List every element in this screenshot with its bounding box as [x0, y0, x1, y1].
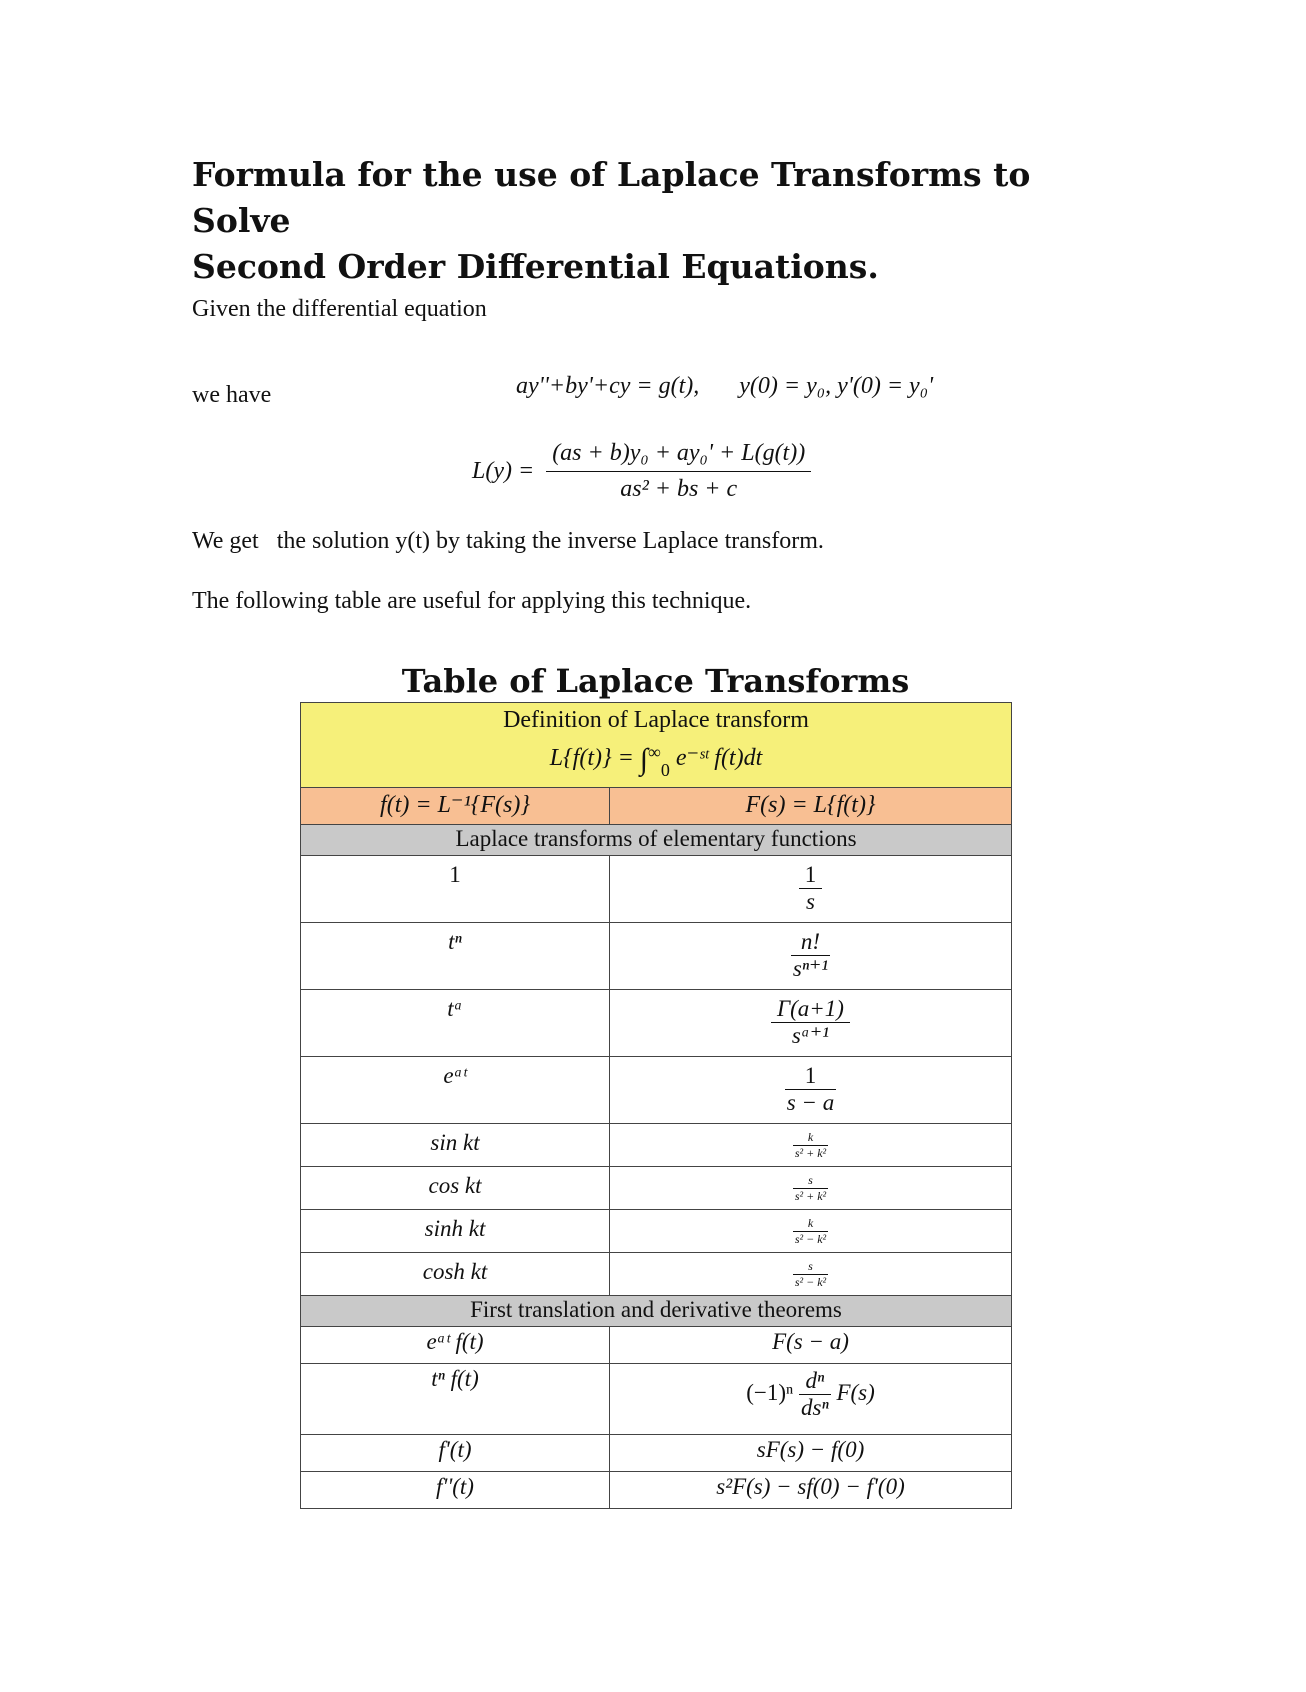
- F-cell: [610, 1472, 1012, 1509]
- transform-numerator: s: [793, 1173, 828, 1189]
- transform-fraction: [793, 1173, 828, 1204]
- transform-fraction: [799, 862, 823, 915]
- table-row: [301, 1124, 1012, 1167]
- integral-sign: $\int^\infty_0$: [639, 742, 670, 780]
- table-row: [301, 923, 1012, 990]
- section-header-elementary: [301, 825, 1012, 856]
- column-header-right: F(s) = L{f(t)}: [610, 788, 1012, 825]
- f-cell: [301, 1210, 610, 1253]
- title-line-1: Formula for the use of Laplace Transforms to Solve: [192, 155, 1031, 240]
- f-value: f'(t): [438, 1437, 472, 1462]
- intro-text: Given the differential equation: [192, 296, 487, 322]
- F-cell: [610, 1057, 1012, 1124]
- definition-rhs: e⁻ˢᵗ f(t)dt: [675, 745, 763, 771]
- table-row: [301, 1210, 1012, 1253]
- f-cell: [301, 856, 610, 923]
- f-cell: [301, 990, 610, 1057]
- f-value: sinh kt: [424, 1216, 486, 1241]
- F-cell: [610, 1167, 1012, 1210]
- f-cell: [301, 1472, 610, 1509]
- transform-denominator: s² − k²: [794, 1232, 827, 1246]
- column-header-left: f(t) = L⁻¹{F(s)}: [301, 788, 610, 825]
- table-title: Table of Laplace Transforms: [401, 662, 910, 700]
- differential-equation: [492, 346, 933, 427]
- f-cell: [301, 1364, 610, 1435]
- transform-numerator: n!: [791, 929, 830, 956]
- derivative-numerator: dⁿ: [799, 1368, 831, 1395]
- transform-denominator: s² + k²: [794, 1146, 827, 1160]
- F-value: F(s − a): [772, 1329, 849, 1354]
- transform-numerator: Γ(a+1): [771, 996, 850, 1023]
- integral-lower: 0: [660, 760, 670, 780]
- ode-expression: ay''+by'+cy = g(t),: [516, 373, 700, 399]
- F-cell: [610, 1210, 1012, 1253]
- table-intro-text: The following table are useful for applying this technique.: [192, 588, 752, 614]
- solution-lhs: L(y) =: [472, 458, 535, 484]
- F-cell: [610, 990, 1012, 1057]
- transform-numerator: 1: [785, 1063, 836, 1090]
- derivative-fraction: [799, 1368, 831, 1421]
- transform-fraction: [793, 1216, 828, 1247]
- integral-upper: ∞: [648, 742, 661, 762]
- F-cell: [610, 923, 1012, 990]
- transform-fraction: [793, 1259, 828, 1290]
- solution-numerator: (as + b)y₀ + ay₀' + L(g(t)): [546, 440, 811, 472]
- F-value: s²F(s) − sf(0) − f'(0): [716, 1474, 905, 1499]
- f-value: cos kt: [428, 1173, 482, 1198]
- section-title: First translation and derivative theorems: [301, 1296, 1012, 1327]
- we-have-text: we have: [192, 382, 272, 408]
- table-row: [301, 1253, 1012, 1296]
- f-cell: [301, 1253, 610, 1296]
- title-line-2: Second Order Differential Equations.: [192, 247, 879, 286]
- initial-conditions: y(0) = y₀, y'(0) = y₀': [739, 373, 934, 399]
- transform-numerator: k: [793, 1216, 828, 1232]
- F-cell: [610, 1435, 1012, 1472]
- f-value: f''(t): [436, 1474, 474, 1499]
- transform-fraction: [793, 1130, 828, 1161]
- transform-fraction: [791, 929, 830, 982]
- table-row: [301, 856, 1012, 923]
- transform-denominator: s − a: [786, 1090, 835, 1115]
- f-value: eᵃᵗ: [443, 1063, 467, 1088]
- F-value: sF(s) − f(0): [756, 1437, 865, 1462]
- f-cell: [301, 1327, 610, 1364]
- f-cell: [301, 1057, 610, 1124]
- transform-denominator: s² − k²: [794, 1275, 827, 1289]
- f-value: tᵃ: [447, 996, 463, 1021]
- transform-denominator: s² + k²: [794, 1189, 827, 1203]
- f-value: sin kt: [430, 1130, 480, 1155]
- f-cell: [301, 1435, 610, 1472]
- F-value: [746, 1368, 875, 1421]
- F-suffix: F(s): [836, 1379, 875, 1405]
- f-value: tⁿ f(t): [431, 1366, 479, 1391]
- laplace-table: [300, 702, 1012, 1509]
- solution-denominator: as² + bs + c: [620, 476, 738, 502]
- definition-header: Definition of Laplace transform: [503, 707, 809, 733]
- f-cell: [301, 1124, 610, 1167]
- f-value: 1: [449, 862, 461, 887]
- table-row: [301, 1057, 1012, 1124]
- f-value: tⁿ: [448, 929, 462, 954]
- F-prefix: (−1)ⁿ: [746, 1379, 794, 1405]
- column-header-row: [301, 788, 1012, 825]
- table-row: [301, 1364, 1012, 1435]
- f-cell: [301, 1167, 610, 1210]
- transform-fraction: [785, 1063, 836, 1116]
- solution-fraction: [546, 440, 811, 503]
- definition-lhs: L{f(t)} =: [549, 745, 634, 771]
- f-value: eᵃᵗ f(t): [426, 1329, 484, 1354]
- derivative-denominator: dsⁿ: [801, 1395, 829, 1420]
- f-cell: [301, 923, 610, 990]
- F-cell: [610, 856, 1012, 923]
- F-cell: [610, 1253, 1012, 1296]
- definition-formula: [301, 742, 1011, 781]
- table-row: [301, 1472, 1012, 1509]
- transform-numerator: s: [793, 1259, 828, 1275]
- laplace-solution-equation: [472, 440, 811, 503]
- table-row: [301, 1167, 1012, 1210]
- section-title: Laplace transforms of elementary functions: [301, 825, 1012, 856]
- transform-fraction: [771, 996, 850, 1049]
- table-row: [301, 1435, 1012, 1472]
- page-title: [192, 152, 1092, 290]
- definition-cell: [301, 703, 1012, 788]
- transform-denominator: sⁿ⁺¹: [792, 956, 829, 981]
- transform-denominator: sᵃ⁺¹: [791, 1023, 830, 1048]
- transform-numerator: k: [793, 1130, 828, 1146]
- table-row: [301, 990, 1012, 1057]
- solution-text: We get the solution y(t) by taking the inverse Laplace transform.: [192, 528, 824, 554]
- section-header-theorems: [301, 1296, 1012, 1327]
- f-value: cosh kt: [422, 1259, 488, 1284]
- definition-row: [301, 703, 1012, 788]
- transform-numerator: 1: [799, 862, 823, 889]
- F-cell: [610, 1327, 1012, 1364]
- table-row: [301, 1327, 1012, 1364]
- transform-denominator: s: [806, 889, 815, 914]
- F-cell: [610, 1124, 1012, 1167]
- F-cell: [610, 1364, 1012, 1435]
